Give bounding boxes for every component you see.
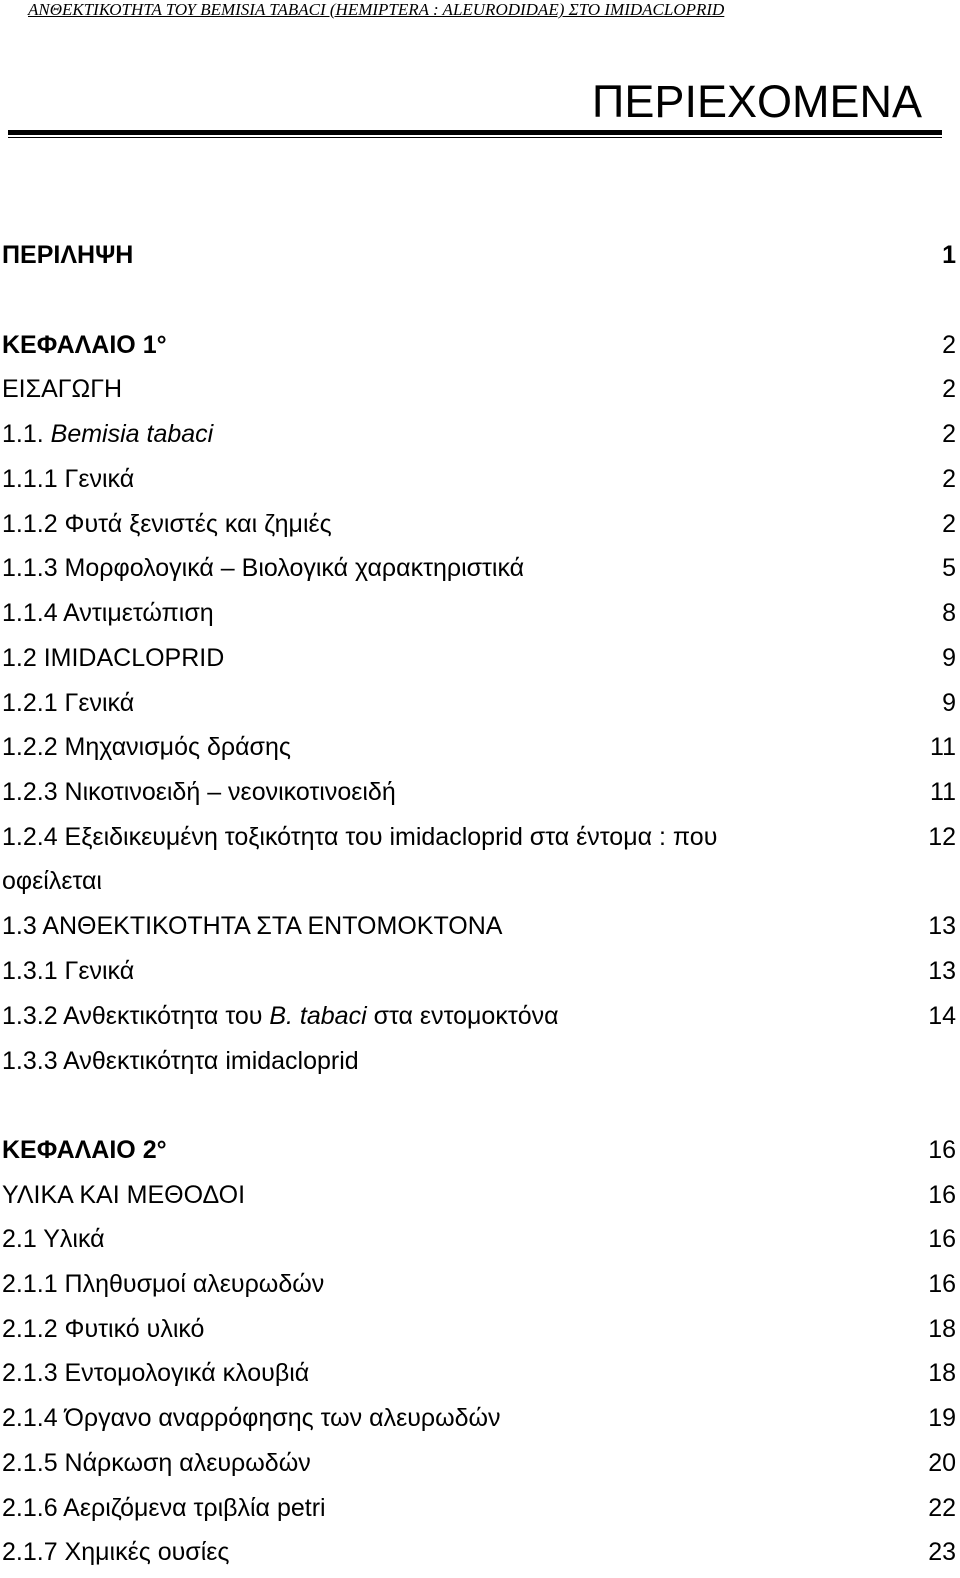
toc-label (2, 419, 213, 449)
toc-page: 9 (942, 644, 956, 672)
toc-species-name: Bemisia tabaci (50, 420, 214, 448)
toc-label: 1.2.2 Μηχανισμός δράσης (2, 733, 291, 761)
toc-label: 1.2 IMIDACLOPRID (2, 644, 225, 672)
toc-page: 11 (930, 778, 956, 806)
toc-entry-1-1-3[interactable] (2, 553, 956, 583)
toc-label: ΚΕΦΑΛΑΙΟ 2° (2, 1136, 167, 1164)
title-rule-thin (8, 137, 942, 138)
page-title: ΠΕΡΙΕΧΟΜΕΝΑ (591, 76, 922, 127)
toc-entry-1-3[interactable] (2, 911, 956, 941)
toc-entry-2-1-6[interactable] (2, 1493, 956, 1523)
toc-page: 22 (928, 1494, 956, 1522)
toc-entry-1-1-4[interactable] (2, 598, 956, 628)
toc-label: 2.1.3 Εντομολογικά κλουβιά (2, 1359, 310, 1387)
toc-page: 12 (928, 823, 956, 851)
toc-page: 2 (942, 420, 956, 448)
toc-label: 1.2.1 Γενικά (2, 689, 135, 717)
toc-label: ΚΕΦΑΛΑΙΟ 1° (2, 331, 167, 359)
toc-page: 18 (928, 1315, 956, 1343)
toc-page: 1 (942, 241, 956, 269)
toc-page: 20 (928, 1449, 956, 1477)
toc-label: 2.1.2 Φυτικό υλικό (2, 1315, 205, 1343)
toc-label: 1.2.4 Εξειδικευμένη τοξικότητα του imidacloprid στα έντομα : που (2, 823, 718, 851)
toc-species-name: B. tabaci (269, 1002, 367, 1030)
toc-page: 23 (928, 1538, 956, 1566)
toc-entry-1-2-4-continued[interactable] (2, 866, 956, 896)
toc-entry-2-1-2[interactable] (2, 1314, 956, 1344)
toc-page: 11 (930, 733, 956, 761)
toc-entry-2-1-3[interactable] (2, 1358, 956, 1388)
toc-label: 1.3.3 Ανθεκτικότητα imidacloprid (2, 1047, 359, 1075)
running-header: ΑΝΘΕΚΤΙΚΟΤΗΤΑ ΤΟΥ BEMISIA TABACI (HEMIPTERA : ALEURODIDAE) ΣΤΟ IMIDACLOPRID (28, 0, 725, 19)
toc-entry-chapter-2[interactable] (2, 1135, 956, 1165)
toc-entry-1-2-3[interactable] (2, 777, 956, 807)
toc-label: 1.1.3 Μορφολογικά – Βιολογικά χαρακτηριστικά (2, 554, 525, 582)
toc-page: 18 (928, 1359, 956, 1387)
toc-entry-1-1-2[interactable] (2, 509, 956, 539)
title-rule-thick (8, 130, 942, 135)
toc-page: 13 (928, 957, 956, 985)
toc-entry-2-1-5[interactable] (2, 1448, 956, 1478)
toc-label: 2.1.5 Νάρκωση αλευρωδών (2, 1449, 311, 1477)
toc-entry-1-2-2[interactable] (2, 732, 956, 762)
toc-page: 13 (928, 912, 956, 940)
toc-label: 1.1.1 Γενικά (2, 465, 135, 493)
toc-entry-summary[interactable] (2, 240, 956, 270)
toc-label: 2.1.4 Όργανο αναρρόφησης των αλευρωδών (2, 1404, 501, 1432)
toc-label (2, 1001, 559, 1031)
toc-entry-1-3-2[interactable] (2, 1001, 956, 1031)
toc-entry-1-2-4[interactable] (2, 822, 956, 852)
toc-label: 2.1 Υλικά (2, 1225, 105, 1253)
toc-page: 5 (942, 554, 956, 582)
toc-entry-2-1-1[interactable] (2, 1269, 956, 1299)
toc-page: 16 (928, 1181, 956, 1209)
toc-entry-1-1-1[interactable] (2, 464, 956, 494)
toc-entry-1-2[interactable] (2, 643, 956, 673)
toc-label: 1.1.2 Φυτά ξενιστές και ζημιές (2, 510, 332, 538)
toc-label: 2.1.1 Πληθυσμοί αλευρωδών (2, 1270, 325, 1298)
toc-page: 16 (928, 1136, 956, 1164)
toc-entry-1-2-1[interactable] (2, 688, 956, 718)
toc-page: 2 (942, 465, 956, 493)
toc-page: 9 (942, 689, 956, 717)
toc-label: 1.1.4 Αντιμετώπιση (2, 599, 214, 627)
toc-entry-chapter-1[interactable] (2, 330, 956, 360)
toc-page: 2 (942, 375, 956, 403)
toc-label: 2.1.7 Χημικές ουσίες (2, 1538, 230, 1566)
toc-label-part: 1.3.2 Ανθεκτικότητα του (2, 1002, 270, 1030)
toc-label: ΕΙΣΑΓΩΓΗ (2, 375, 123, 403)
toc-label-part: στα εντομοκτόνα (366, 1002, 559, 1030)
toc-page: 2 (942, 510, 956, 538)
toc-label: 1.3 ΑΝΘΕΚΤΙΚΟΤΗΤΑ ΣΤΑ ΕΝΤΟΜΟΚΤΟΝΑ (2, 912, 503, 940)
toc-page: 19 (928, 1404, 956, 1432)
toc-entry-1-3-3[interactable] (2, 1046, 956, 1076)
toc-label: 1.3.1 Γενικά (2, 957, 135, 985)
toc-page: 8 (942, 599, 956, 627)
toc-number: 1.1. (2, 420, 44, 448)
toc-entry-2-1-7[interactable] (2, 1537, 956, 1567)
toc-entry-2-1[interactable] (2, 1224, 956, 1254)
toc-entry-1-3-1[interactable] (2, 956, 956, 986)
toc-label: 1.2.3 Νικοτινοειδή – νεονικοτινοειδή (2, 778, 396, 806)
toc-entry-1-1[interactable] (2, 419, 956, 449)
toc-entry-introduction[interactable] (2, 374, 956, 404)
toc-entry-materials-methods[interactable] (2, 1180, 956, 1210)
toc-page: 16 (928, 1225, 956, 1253)
toc-label: ΥΛΙΚΑ ΚΑΙ ΜΕΘΟΔΟΙ (2, 1181, 246, 1209)
toc-page: 14 (928, 1002, 956, 1030)
toc-label: ΠΕΡΙΛΗΨΗ (2, 241, 134, 269)
toc-label: οφείλεται (2, 867, 102, 895)
toc-label: 2.1.6 Αεριζόμενα τριβλία petri (2, 1494, 326, 1522)
toc-page: 16 (928, 1270, 956, 1298)
toc-entry-2-1-4[interactable] (2, 1403, 956, 1433)
toc-page: 2 (942, 331, 956, 359)
